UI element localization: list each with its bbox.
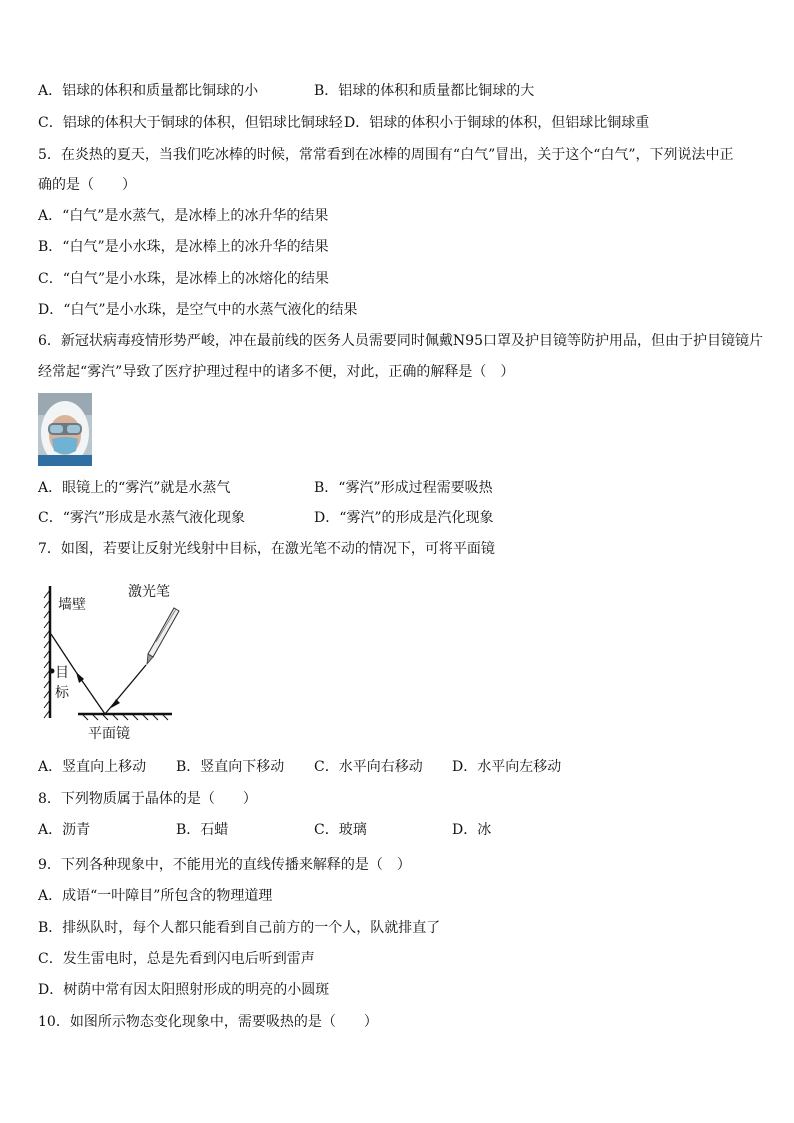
q7-stem: 7．如图，若要让反射光线射中目标，在激光笔不动的情况下，可将平面镜 [38, 541, 495, 557]
q8-option-a: A．沥青 [38, 822, 91, 838]
q9-option-a: A．成语“一叶障目”所包含的物理道理 [38, 888, 273, 904]
q7-option-a: A．竖直向上移动 [38, 759, 147, 775]
q7-option-d: D．水平向左移动 [452, 759, 562, 775]
q9-option-b: B．排纵队时，每个人都只能看到自己前方的一个人，队就排直了 [38, 920, 441, 936]
q9-option-c: C．发生雷电时，总是先看到闪电后听到雷声 [38, 951, 315, 967]
q8-option-d: D．冰 [452, 822, 492, 838]
q5-option-c: C．“白气”是小水珠，是冰棒上的冰熔化的结果 [38, 271, 330, 287]
q4-option-a: A．铝球的体积和质量都比铜球的小 [38, 83, 259, 99]
incident-arrow [111, 699, 120, 708]
laser-label: 激光笔 [128, 584, 170, 600]
mirror-label: 平面镜 [88, 726, 130, 742]
q6-stem-line1: 6．新冠状病毒疫情形势严峻，冲在最前线的医务人员需要同时佩戴N95口罩及护目镜等防护用品，但由于护目镜镜片 [38, 333, 763, 349]
q10-stem: 10．如图所示物态变化现象中，需要吸热的是（ ） [38, 1014, 378, 1030]
q6-option-a: A．眼镜上的“雾汽”就是水蒸气 [38, 480, 231, 496]
q5-option-d: D．“白气”是小水珠，是空气中的水蒸气液化的结果 [38, 302, 358, 318]
laser-pen [147, 608, 179, 664]
q5-option-a: A．“白气”是水蒸气，是冰棒上的冰升华的结果 [38, 208, 329, 224]
q7-option-c: C．水平向右移动 [314, 759, 423, 775]
q5-stem-line2: 确的是（ ） [38, 177, 136, 193]
q6-option-c: C．“雾汽”形成是水蒸气液化现象 [38, 510, 246, 526]
incident-ray [105, 665, 146, 714]
wall-label: 墙壁 [58, 597, 86, 613]
q9-option-d: D．树荫中常有因太阳照射形成的明亮的小圆斑 [38, 982, 330, 998]
mirror-reflection-diagram [36, 576, 186, 746]
q6-option-d: D．“雾汽”的形成是汽化现象 [314, 510, 494, 526]
q7-option-b: B．竖直向下移动 [176, 759, 285, 775]
target-label-2: 标 [55, 685, 69, 701]
medical-worker-photo [38, 393, 92, 466]
q4-option-d: D．铝球的体积小于铜球的体积，但铝球比铜球重 [344, 115, 650, 131]
target-point [50, 669, 55, 674]
q8-option-b: B．石蜡 [176, 822, 229, 838]
q5-option-b: B．“白气”是小水珠，是冰棒上的冰升华的结果 [38, 239, 329, 255]
q4-option-c: C．铝球的体积大于铜球的体积，但铝球比铜球轻 [38, 115, 343, 131]
q9-stem: 9．下列各种现象中，不能用光的直线传播来解释的是（ ） [38, 857, 411, 873]
q8-stem: 8．下列物质属于晶体的是（ ） [38, 791, 257, 807]
q6-option-b: B．“雾汽”形成过程需要吸热 [314, 480, 493, 496]
q5-stem-line1: 5．在炎热的夏天，当我们吃冰棒的时候，常常看到在冰棒的周围有“白气”冒出，关于这个“白气”，下列说法中正 [38, 147, 734, 163]
q4-option-b: B．铝球的体积和质量都比铜球的大 [314, 83, 535, 99]
q6-stem-line2: 经常起“雾汽”导致了医疗护理过程中的诸多不便，对此，正确的解释是（ ） [38, 364, 515, 380]
q8-option-c: C．玻璃 [314, 822, 367, 838]
target-label-1: 目 [55, 665, 69, 681]
